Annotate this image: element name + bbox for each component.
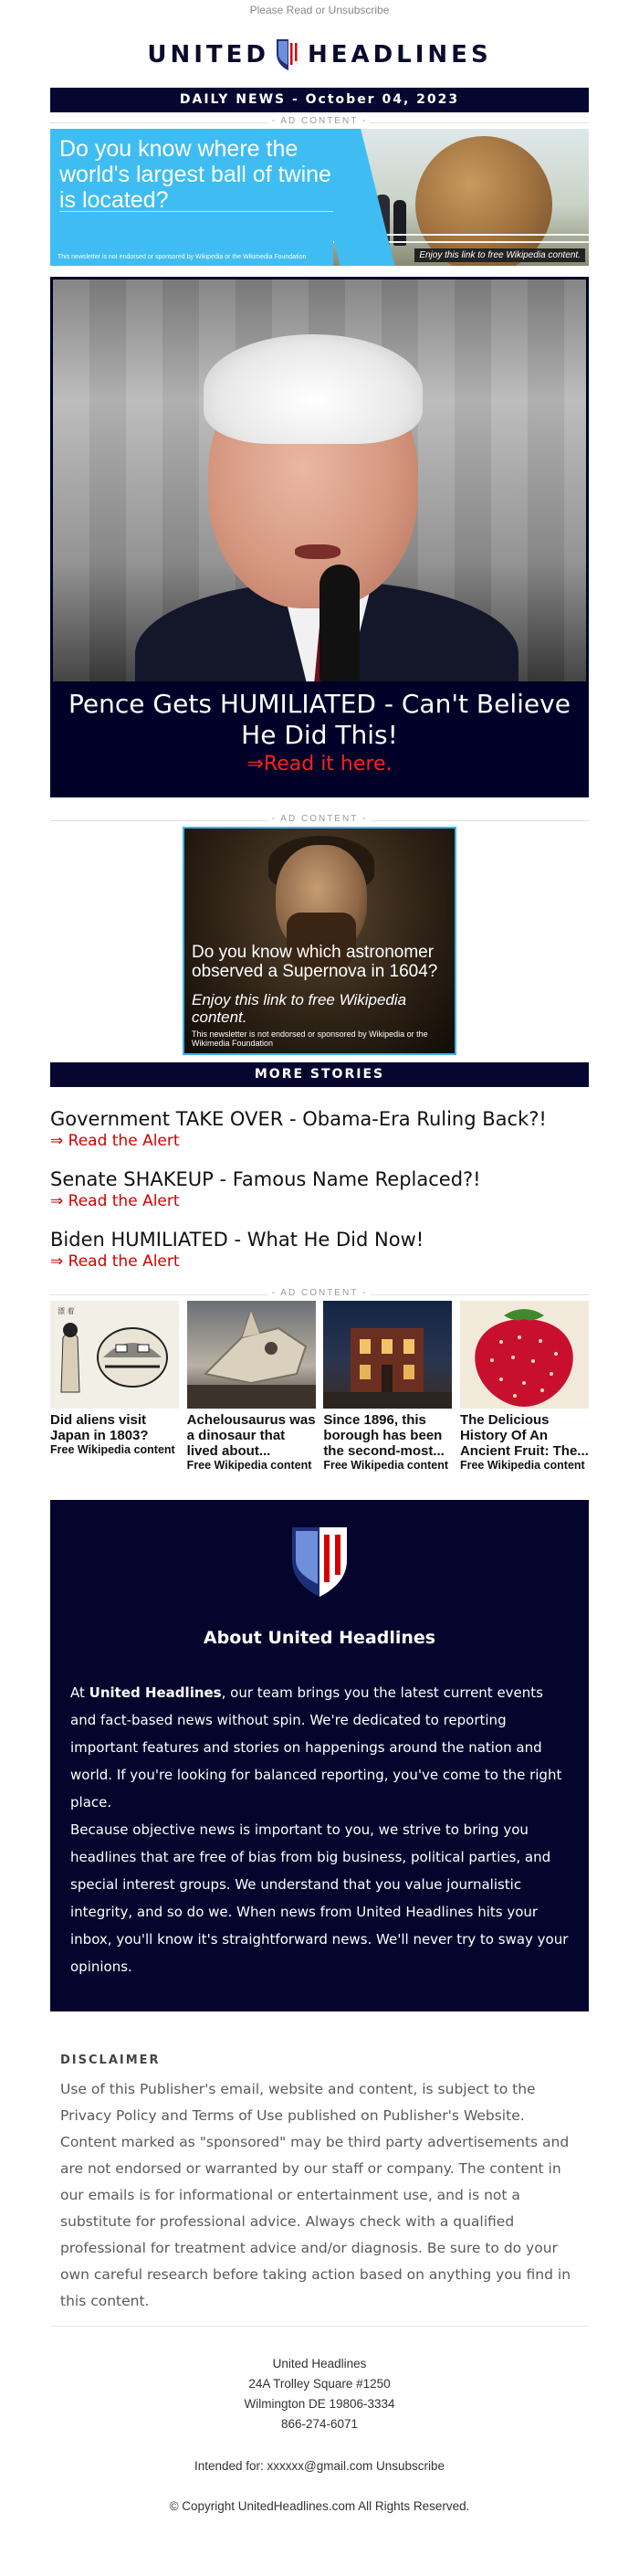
read-alert-link[interactable]: ⇒ Read the Alert	[50, 1252, 180, 1271]
tile-title[interactable]: Achelousaurus was a dinosaur that lived about...	[186, 1412, 316, 1459]
story-title[interactable]: Government TAKE OVER - Obama-Era Ruling Back?!	[50, 1108, 547, 1130]
hair-shape	[204, 334, 423, 444]
brand-word-right: HEADLINES	[307, 41, 492, 69]
tile-title[interactable]: Did aliens visit Japan in 1803?	[50, 1412, 149, 1443]
mouth-shape	[295, 544, 340, 559]
footer-address-2: Wilmington DE 19806-3334	[244, 2397, 395, 2411]
footer-intended	[0, 2456, 639, 2476]
twine-ball-image	[415, 136, 552, 266]
svg-text:漂 着: 漂 着	[58, 1307, 75, 1315]
about-brand-bold: United Headlines	[89, 1684, 222, 1701]
microphone-icon	[320, 565, 360, 681]
hero-read-link[interactable]: ⇒Read it here.	[246, 753, 393, 776]
hero-story[interactable]	[50, 277, 589, 797]
about-title: About United Headlines	[203, 1628, 436, 1648]
ad-disclaimer-note: This newsletter is not endorsed or sponsored by Wikipedia or the Wikimedia Foundation	[58, 254, 307, 260]
story-item[interactable]	[50, 1167, 589, 1211]
tile-source: Free Wikipedia content	[459, 1459, 585, 1472]
ad-headline: Do you know where the world's largest ball of twine is located?	[59, 136, 331, 213]
intended-for-text: Intended for: xxxxxx@gmail.com	[194, 2459, 373, 2473]
ad-link[interactable]: Enjoy this link to free Wikipedia content.	[414, 248, 585, 262]
ad-label: - AD CONTENT -	[268, 116, 371, 126]
brand-word-left: UNITED	[147, 41, 269, 69]
divider	[59, 211, 333, 212]
unsubscribe-link[interactable]: Unsubscribe	[376, 2459, 445, 2473]
footer-company: United Headlines	[272, 2357, 367, 2370]
story-title[interactable]: Biden HUMILIATED - What He Did Now!	[50, 1229, 424, 1251]
ad-label-row-2	[50, 814, 589, 827]
read-alert-link[interactable]: ⇒ Read the Alert	[50, 1192, 180, 1210]
wiki-tile[interactable]	[460, 1301, 589, 1473]
tile-title[interactable]: The Delicious History Of An Ancient Fruit: The...	[459, 1412, 589, 1459]
tile-source: Free Wikipedia content	[50, 1443, 175, 1456]
about-section	[50, 1500, 589, 2011]
ad-label: - AD CONTENT -	[268, 814, 371, 824]
tile-source: Free Wikipedia content	[186, 1459, 312, 1472]
story-item[interactable]	[50, 1107, 589, 1151]
shield-logo-icon	[290, 1526, 349, 1599]
about-text: At	[70, 1684, 89, 1701]
preheader-link[interactable]: Please Read or Unsubscribe	[249, 4, 390, 16]
tile-title[interactable]: Since 1896, this borough has been the second-most...	[323, 1412, 445, 1459]
preheader	[0, 0, 639, 22]
copyright: © Copyright UnitedHeadlines.com All Rights Reserved.	[169, 2499, 470, 2513]
read-alert-link[interactable]: ⇒ Read the Alert	[50, 1132, 180, 1150]
disclaimer-heading: DISCLAIMER	[60, 2053, 161, 2067]
ad-disclaimer-note: This newsletter is not endorsed or sponsored by Wikipedia or the Wikimedia Foundation	[192, 1029, 428, 1048]
ad-headline: Do you know which astronomer observed a Supernova in 1604?	[192, 943, 438, 981]
about-paragraph-2: Because objective news is important to you, we strive to bring you headlines that are free of bias from big business, political parties, and special interest groups. We understand that you value journalistic integrity, and so do we. When news from United Headlines hits your inbox, you'll know it's straightforward news. We'll never try to sway your opinions.	[70, 1821, 569, 1975]
about-text: , our team brings you the latest current events and fact-based news without spin. We're dedicated to reporting important features and stories on happenings around the nation and world. If you're looking for balanced reporting, you've come to the right place.	[70, 1684, 562, 1811]
ad-label: - AD CONTENT -	[268, 1288, 371, 1298]
tile-source: Free Wikipedia content	[323, 1459, 449, 1472]
ufo-illustration-icon	[50, 1301, 179, 1409]
story-item[interactable]	[50, 1228, 589, 1272]
disclaimer-body: Use of this Publisher's email, website and content, is subject to the Privacy Policy and Terms of Use published on Publisher's Website. Content marked as "sponsored" may be third party advertisements and are not endorsed or warranted by our staff or company. The content in our emails is for informational or entertainment use, and is not a substitute for professional advice. Always check with a qualified professional for treatment advice and/or diagnosis. Be sure to do your own careful research before taking action based on anything you find in this content.	[60, 2081, 571, 2309]
wiki-tile[interactable]	[187, 1301, 316, 1473]
brand-logo[interactable]	[0, 27, 639, 82]
hero-photo	[53, 280, 586, 681]
about-paragraph-1	[70, 1679, 569, 1816]
shield-logo-icon	[275, 37, 302, 72]
twine-ad-banner[interactable]	[50, 129, 589, 266]
date-bar: DAILY NEWS - October 04, 2023	[50, 88, 589, 112]
astronomer-ad[interactable]	[183, 827, 456, 1055]
wiki-tile[interactable]	[50, 1301, 179, 1473]
footer-phone: 866-274-6071	[280, 2417, 359, 2431]
wiki-tiles	[50, 1301, 589, 1473]
ad-label-row-3	[50, 1288, 589, 1301]
ad-label-row-1	[50, 116, 589, 129]
footer-address-1: 24A Trolley Square #1250	[248, 2377, 391, 2391]
more-stories-bar: MORE STORIES	[50, 1062, 589, 1087]
footer	[0, 2354, 639, 2517]
borough-street-icon	[323, 1301, 452, 1409]
disclaimer-section	[60, 2053, 579, 2315]
wiki-tile[interactable]	[323, 1301, 452, 1473]
hero-title[interactable]: Pence Gets HUMILIATED - Can't Believe He Did This!	[68, 689, 571, 750]
dinosaur-skull-icon	[187, 1301, 316, 1409]
ad-link[interactable]: Enjoy this link to free Wikipedia content.	[192, 991, 407, 1026]
story-title[interactable]: Senate SHAKEUP - Famous Name Replaced?!	[50, 1168, 481, 1190]
strawberry-icon	[460, 1301, 589, 1409]
